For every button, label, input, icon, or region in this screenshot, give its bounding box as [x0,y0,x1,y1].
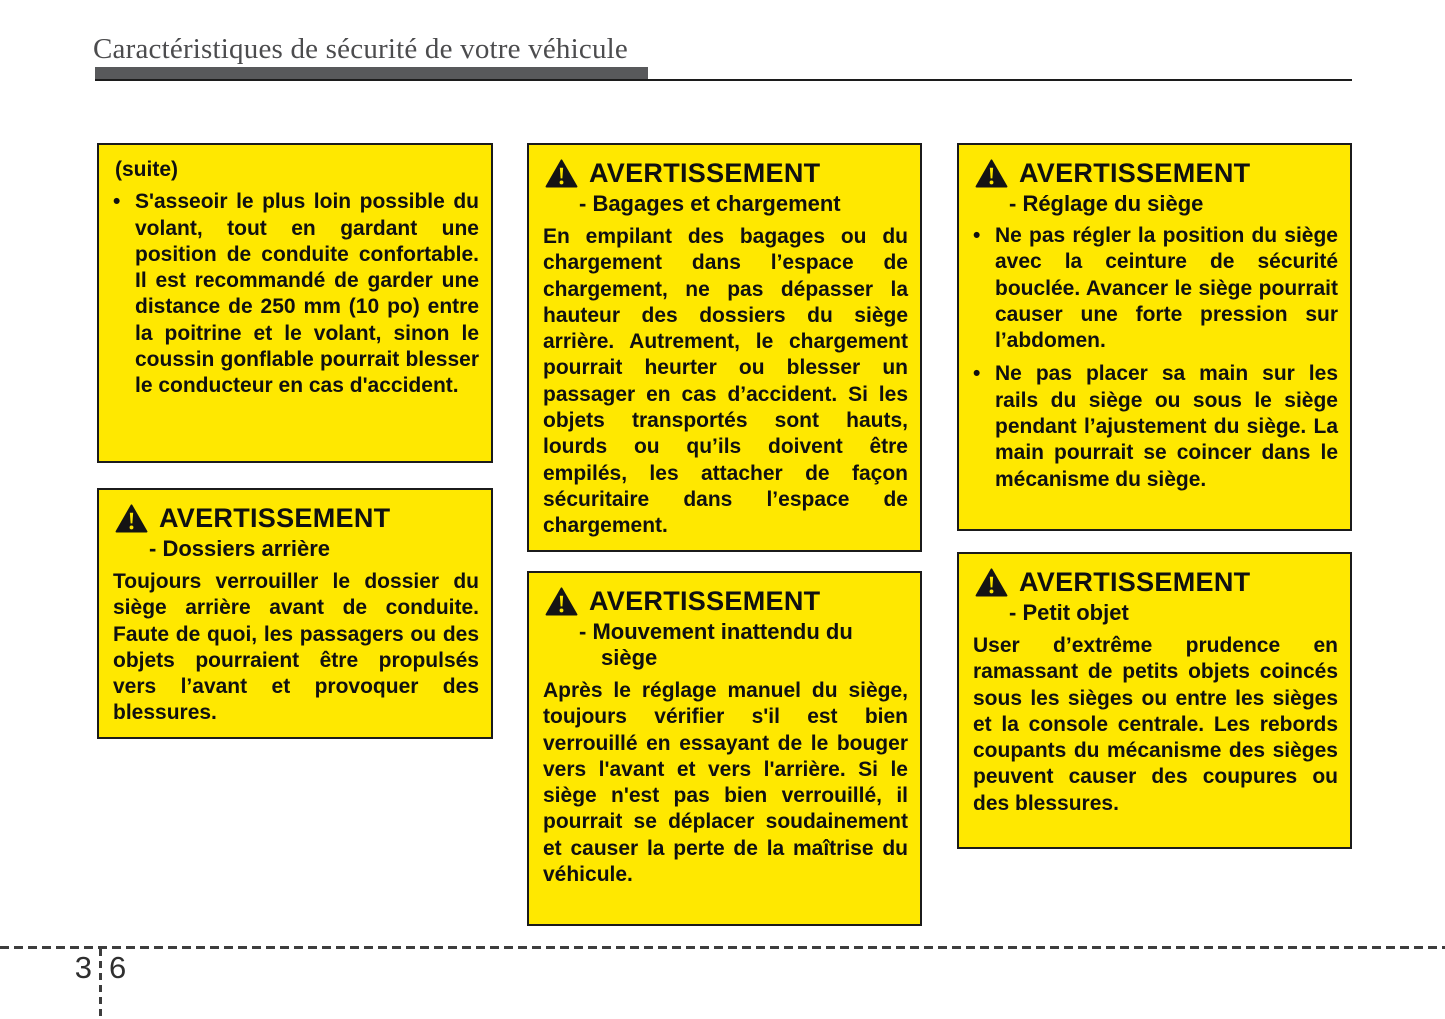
warning-box-suite [97,143,493,463]
bullet-text: S'asseoir le plus loin possible du volant, tout en gardant une position de conduite confortable. Il est recommandé de garder une distance de 250 mm (10 po) entre la poitrine et le volant, sinon le coussin gonflable pourrait blesser le conducteur en cas d'accident. [135,190,479,398]
warning-box-dossiers-arriere [97,488,493,739]
header-underline-bar [95,67,648,79]
bullet-list [973,223,1338,493]
warning-body: User d’extrême prudence en ramassant de petits objets coincés sous les sièges ou entre les sièges et la console centrale. Les rebords coupants du mécanisme des sièges peuvent causer des coupures ou des blessures. [973,634,1338,815]
warning-box-bagages-et-chargement [527,143,922,552]
warning-subtitle: - Dossiers arrière [149,536,330,561]
warning-subtitle: - Bagages et chargement [579,191,841,216]
bullet-text: Ne pas placer sa main sur les rails du siège ou sous le siège pendant l’ajustement du siège. La main pourrait se coincer dans le mécanisme du siège. [995,362,1338,491]
warning-triangle-icon [545,159,578,188]
warning-title: AVERTISSEMENT [1019,158,1251,188]
list-item [973,361,1338,492]
warning-body: Toujours verrouiller le dossier du siège arrière avant de conduite. Faute de quoi, les passagers ou des objets pourraient être propulsés vers l’avant et provoquer des blessures. [113,570,479,725]
page-number: 6 [109,950,127,985]
warning-triangle-icon [975,159,1008,188]
warning-title: AVERTISSEMENT [159,503,391,533]
bullet-icon: • [973,362,981,386]
bullet-list [113,189,479,399]
suite-label: (suite) [115,158,178,181]
warning-body: En empilant des bagages ou du chargement dans l’espace de chargement, ne pas dépasser la hauteur des dossiers du siège arrière. Autrement, le chargement pourrait heurter ou blesser un passager en cas d’accident. Si les objets transportés sont hauts, lourds ou qu’ils doivent être empilés, les attacher de façon sécuritaire dans l’espace de chargement. [543,225,908,538]
warning-box-reglage-du-siege [957,143,1352,531]
warning-title: AVERTISSEMENT [589,158,821,188]
page-chapter-number: 3 [74,950,92,985]
list-item [973,223,1338,354]
list-item [113,189,479,399]
warning-triangle-icon [545,587,578,616]
warning-header [975,567,1338,597]
warning-title: AVERTISSEMENT [1019,567,1251,597]
warning-header [975,158,1338,188]
bullet-icon: • [973,224,981,247]
header-rule-line [95,79,1352,81]
warning-header [115,503,479,533]
warning-box-mouvement-inattendu [527,571,922,926]
warning-body: Après le réglage manuel du siège, toujours vérifier s'il est bien verrouillé en essayant de le bouger vers l'avant et vers l'arrière. Si le siège n'est pas bien verrouillé, il pourrait se déplacer soudainement et causer la perte de la maîtrise du véhicule. [543,679,908,887]
warning-subtitle: - Petit objet [1009,600,1129,625]
warning-triangle-icon [115,504,148,533]
warning-triangle-icon [975,568,1008,597]
warning-title: AVERTISSEMENT [589,586,821,616]
footer-dashed-line [0,946,1445,949]
warning-subtitle: - Réglage du siège [1009,191,1204,216]
warning-header [545,158,908,188]
page-title: Caractéristiques de sécurité de votre véhicule [93,33,628,65]
bullet-icon: • [113,190,121,214]
warning-header [545,586,908,616]
warning-subtitle: - Mouvement inattendu du siège [579,619,853,670]
footer-vertical-dashed-line [99,949,102,1019]
bullet-text: Ne pas régler la position du siège avec la ceinture de sécurité bouclée. Avancer le siège pourrait causer une forte pression sur l’abdomen. [995,224,1338,353]
warning-box-petit-objet [957,552,1352,849]
